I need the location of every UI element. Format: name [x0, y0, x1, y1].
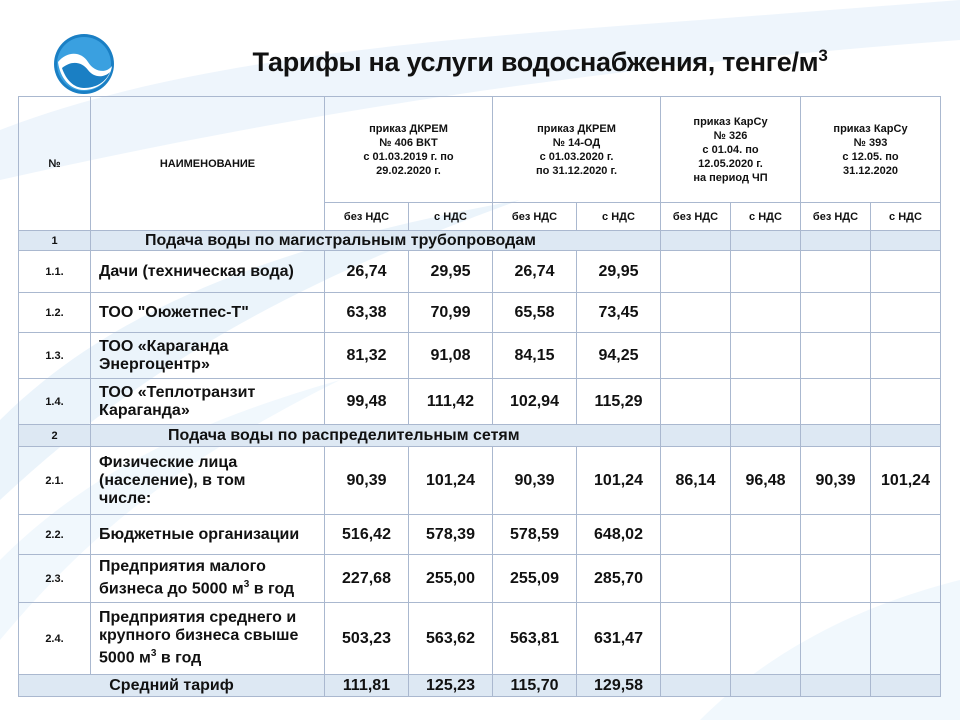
- value-cell: [871, 379, 941, 425]
- row-number: 1.4.: [19, 379, 91, 425]
- value-cell: 255,00: [409, 555, 493, 603]
- average-label: Средний тариф: [19, 675, 325, 697]
- value-cell: 81,32: [325, 333, 409, 379]
- section-title: Подача воды по распределительным сетям: [91, 425, 661, 447]
- value-cell: 84,15: [493, 333, 577, 379]
- value-cell: 90,39: [801, 447, 871, 515]
- col-group-4-header: приказ КарСу № 393 с 12.05. по 31.12.2020: [801, 97, 941, 203]
- value-cell: 26,74: [493, 251, 577, 293]
- value-cell: 255,09: [493, 555, 577, 603]
- water-drop-logo-icon: [52, 32, 116, 96]
- page-title: Тарифы на услуги водоснабжения, тенге/$м^3$: [252, 46, 828, 77]
- value-cell: [871, 333, 941, 379]
- value-cell: 101,24: [409, 447, 493, 515]
- value-cell: 578,39: [409, 515, 493, 555]
- value-cell: 516,42: [325, 515, 409, 555]
- row-number: 2.4.: [19, 603, 91, 675]
- value-cell: 563,81: [493, 603, 577, 675]
- value-cell: 90,39: [493, 447, 577, 515]
- value-cell: [801, 555, 871, 603]
- row-name: ТОО «Караганда Энергоцентр»: [91, 333, 325, 379]
- value-cell: 91,08: [409, 333, 493, 379]
- value-cell: [801, 293, 871, 333]
- value-cell: [871, 675, 941, 697]
- value-cell: 96,48: [731, 447, 801, 515]
- table-row: [19, 555, 941, 603]
- value-cell: [871, 603, 941, 675]
- value-cell: 285,70: [577, 555, 661, 603]
- section-row: [19, 425, 941, 447]
- value-cell: 29,95: [409, 251, 493, 293]
- value-cell: 73,45: [577, 293, 661, 333]
- value-cell: [871, 251, 941, 293]
- row-number: 1.1.: [19, 251, 91, 293]
- row-number: 2.2.: [19, 515, 91, 555]
- value-cell: [661, 555, 731, 603]
- value-cell: [801, 333, 871, 379]
- value-cell: 99,48: [325, 379, 409, 425]
- no-vat-header: без НДС: [325, 203, 409, 231]
- value-cell: [731, 515, 801, 555]
- table-row: [19, 603, 941, 675]
- with-vat-header: с НДС: [731, 203, 801, 231]
- value-cell: [731, 603, 801, 675]
- with-vat-header: с НДС: [409, 203, 493, 231]
- value-cell: 111,81: [325, 675, 409, 697]
- value-cell: [801, 251, 871, 293]
- col-group-2-header: приказ ДКРЕМ № 14-ОД с 01.03.2020 г. по 31.12.2020 г.: [493, 97, 661, 203]
- row-name: ТОО "Оюжетпес-Т": [91, 293, 325, 333]
- value-cell: 111,42: [409, 379, 493, 425]
- value-cell: [731, 333, 801, 379]
- value-cell: 129,58: [577, 675, 661, 697]
- section-row: [19, 231, 941, 251]
- value-cell: 115,70: [493, 675, 577, 697]
- value-cell: 101,24: [577, 447, 661, 515]
- value-cell: 29,95: [577, 251, 661, 293]
- table-row: [19, 515, 941, 555]
- value-cell: 63,38: [325, 293, 409, 333]
- col-group-3-header: приказ КарСу № 326 с 01.04. по 12.05.2020 г. на период ЧП: [661, 97, 801, 203]
- col-name-header: НАИМЕНОВАНИЕ: [91, 97, 325, 231]
- row-number: 2.3.: [19, 555, 91, 603]
- table-row: [19, 447, 941, 515]
- no-vat-header: без НДС: [801, 203, 871, 231]
- section-title: Подача воды по магистральным трубопроводам: [91, 231, 661, 251]
- table-header-row: [19, 97, 941, 203]
- row-number: 2.1.: [19, 447, 91, 515]
- value-cell: [731, 251, 801, 293]
- value-cell: 90,39: [325, 447, 409, 515]
- no-vat-header: без НДС: [661, 203, 731, 231]
- value-cell: [731, 675, 801, 697]
- table-row: [19, 379, 941, 425]
- value-cell: [731, 555, 801, 603]
- value-cell: [801, 675, 871, 697]
- value-cell: [661, 379, 731, 425]
- row-name: Бюджетные организации: [91, 515, 325, 555]
- value-cell: 26,74: [325, 251, 409, 293]
- value-cell: 65,58: [493, 293, 577, 333]
- value-cell: 94,25: [577, 333, 661, 379]
- value-cell: 86,14: [661, 447, 731, 515]
- row-name: Предприятия среднего и крупного бизнеса свыше 5000 $м^3$ в год: [91, 603, 325, 675]
- value-cell: [871, 515, 941, 555]
- value-cell: 115,29: [577, 379, 661, 425]
- row-name: ТОО «Теплотранзит Караганда»: [91, 379, 325, 425]
- average-row: [19, 675, 941, 697]
- value-cell: 631,47: [577, 603, 661, 675]
- col-group-1-header: приказ ДКРЕМ № 406 ВКТ с 01.03.2019 г. по 29.02.2020 г.: [325, 97, 493, 203]
- value-cell: 503,23: [325, 603, 409, 675]
- with-vat-header: с НДС: [577, 203, 661, 231]
- tariffs-table: [18, 96, 941, 697]
- value-cell: 563,62: [409, 603, 493, 675]
- no-vat-header: без НДС: [493, 203, 577, 231]
- section-number: 1: [19, 231, 91, 251]
- row-name: Предприятия малого бизнеса до 5000 $м^3$ в год: [91, 555, 325, 603]
- table-row: [19, 251, 941, 293]
- row-number: 1.3.: [19, 333, 91, 379]
- col-num-header: №: [19, 97, 91, 231]
- value-cell: [731, 293, 801, 333]
- value-cell: 101,24: [871, 447, 941, 515]
- value-cell: [661, 251, 731, 293]
- value-cell: [801, 515, 871, 555]
- value-cell: [661, 515, 731, 555]
- value-cell: [661, 333, 731, 379]
- value-cell: [801, 603, 871, 675]
- table-row: [19, 333, 941, 379]
- value-cell: 648,02: [577, 515, 661, 555]
- table-row: [19, 293, 941, 333]
- row-name: Физические лица (население), в том числе:: [91, 447, 325, 515]
- value-cell: [661, 603, 731, 675]
- with-vat-header: с НДС: [871, 203, 941, 231]
- value-cell: [871, 555, 941, 603]
- value-cell: [801, 379, 871, 425]
- value-cell: 227,68: [325, 555, 409, 603]
- value-cell: 70,99: [409, 293, 493, 333]
- value-cell: 125,23: [409, 675, 493, 697]
- value-cell: [661, 675, 731, 697]
- value-cell: [661, 293, 731, 333]
- value-cell: [731, 379, 801, 425]
- value-cell: [871, 293, 941, 333]
- row-number: 1.2.: [19, 293, 91, 333]
- row-name: Дачи (техническая вода): [91, 251, 325, 293]
- value-cell: 578,59: [493, 515, 577, 555]
- section-number: 2: [19, 425, 91, 447]
- value-cell: 102,94: [493, 379, 577, 425]
